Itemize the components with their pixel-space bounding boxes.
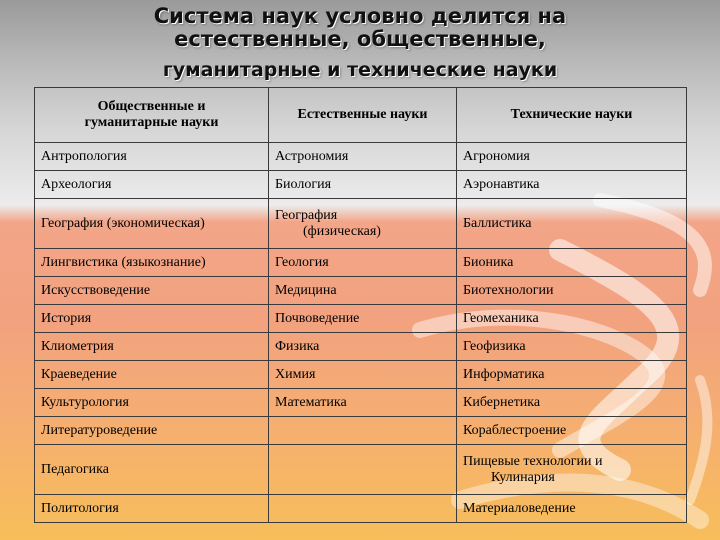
title-line-2: естественные, общественные, xyxy=(174,27,546,51)
table-header-row xyxy=(35,88,687,143)
cell-text: Биология xyxy=(275,176,332,192)
table-row xyxy=(35,199,687,249)
cell-text: Антропология xyxy=(41,148,127,164)
header-social-humanities xyxy=(35,88,269,143)
cell-technical-sciences xyxy=(457,199,687,249)
cell-social-humanities xyxy=(35,417,269,445)
cell-technical-sciences xyxy=(457,361,687,389)
header-text: Технические науки xyxy=(510,107,633,122)
title-line-3: гуманитарные и технические науки xyxy=(162,59,558,81)
cell-text: Краеведение xyxy=(41,366,117,382)
cell-technical-sciences xyxy=(457,277,687,305)
cell-text: Литературоведение xyxy=(41,422,158,438)
cell-text: Политология xyxy=(41,500,119,516)
slide-title xyxy=(0,5,720,81)
cell-natural-sciences xyxy=(269,199,457,249)
sciences-table xyxy=(34,87,687,523)
cell-technical-sciences xyxy=(457,249,687,277)
cell-technical-sciences xyxy=(457,445,687,495)
table-row xyxy=(35,389,687,417)
cell-technical-sciences xyxy=(457,389,687,417)
cell-text: Материаловедение xyxy=(463,500,576,516)
cell-text: Кибернетика xyxy=(463,394,541,410)
cell-text: Бионика xyxy=(463,254,514,270)
header-natural-sciences xyxy=(269,88,457,143)
cell-text: Астрономия xyxy=(275,148,349,164)
cell-text: География (экономическая) xyxy=(41,215,205,231)
cell-text: Баллистика xyxy=(463,215,532,231)
cell-social-humanities xyxy=(35,305,269,333)
cell-text: География xyxy=(275,207,338,223)
cell-text: Математика xyxy=(275,394,347,410)
cell-technical-sciences xyxy=(457,171,687,199)
table-row xyxy=(35,333,687,361)
cell-natural-sciences xyxy=(269,495,457,523)
cell-text: Педагогика xyxy=(41,461,109,477)
cell-natural-sciences xyxy=(269,389,457,417)
cell-social-humanities xyxy=(35,277,269,305)
cell-text: Геология xyxy=(275,254,329,270)
cell-text: Археология xyxy=(41,176,112,192)
cell-text: Биотехнологии xyxy=(463,282,554,298)
header-text: Естественные науки xyxy=(297,107,428,122)
cell-technical-sciences xyxy=(457,495,687,523)
cell-text: Кораблестроение xyxy=(463,422,567,438)
cell-text: История xyxy=(41,310,92,326)
table-row xyxy=(35,305,687,333)
table-row xyxy=(35,277,687,305)
cell-text: Медицина xyxy=(275,282,337,298)
cell-text: Клиометрия xyxy=(41,338,114,354)
cell-text: Аэронавтика xyxy=(463,176,540,192)
cell-social-humanities xyxy=(35,171,269,199)
cell-natural-sciences xyxy=(269,305,457,333)
cell-text: Геомеханика xyxy=(463,310,539,326)
cell-text: Агрономия xyxy=(463,148,530,164)
cell-natural-sciences xyxy=(269,417,457,445)
title-line-1: Система наук условно делится на xyxy=(153,4,567,28)
cell-natural-sciences xyxy=(269,445,457,495)
cell-social-humanities xyxy=(35,389,269,417)
cell-text: (физическая) xyxy=(303,223,381,239)
cell-technical-sciences xyxy=(457,333,687,361)
cell-social-humanities xyxy=(35,445,269,495)
table-row xyxy=(35,445,687,495)
cell-natural-sciences xyxy=(269,333,457,361)
table-row xyxy=(35,249,687,277)
table-row xyxy=(35,143,687,171)
cell-natural-sciences xyxy=(269,277,457,305)
cell-natural-sciences xyxy=(269,171,457,199)
header-technical-sciences xyxy=(457,88,687,143)
cell-text: Кулинария xyxy=(491,469,555,485)
cell-natural-sciences xyxy=(269,361,457,389)
cell-social-humanities xyxy=(35,249,269,277)
cell-social-humanities xyxy=(35,199,269,249)
cell-natural-sciences xyxy=(269,249,457,277)
cell-technical-sciences xyxy=(457,143,687,171)
table-row xyxy=(35,171,687,199)
cell-text: Искусствоведение xyxy=(41,282,151,298)
header-text: гуманитарные науки xyxy=(84,115,219,130)
cell-text: Культурология xyxy=(41,394,129,410)
table-row xyxy=(35,361,687,389)
cell-social-humanities xyxy=(35,143,269,171)
cell-text: Пищевые технологии и xyxy=(463,453,603,469)
cell-text: Почвоведение xyxy=(275,310,360,326)
header-text: Общественные и xyxy=(97,99,206,114)
cell-technical-sciences xyxy=(457,417,687,445)
cell-social-humanities xyxy=(35,361,269,389)
table-row xyxy=(35,417,687,445)
cell-social-humanities xyxy=(35,495,269,523)
cell-text: Геофизика xyxy=(463,338,526,354)
cell-social-humanities xyxy=(35,333,269,361)
cell-text: Физика xyxy=(275,338,320,354)
cell-text: Химия xyxy=(275,366,316,382)
cell-technical-sciences xyxy=(457,305,687,333)
cell-natural-sciences xyxy=(269,143,457,171)
table-row xyxy=(35,495,687,523)
cell-text: Информатика xyxy=(463,366,545,382)
cell-text: Лингвистика (языкознание) xyxy=(41,254,206,270)
